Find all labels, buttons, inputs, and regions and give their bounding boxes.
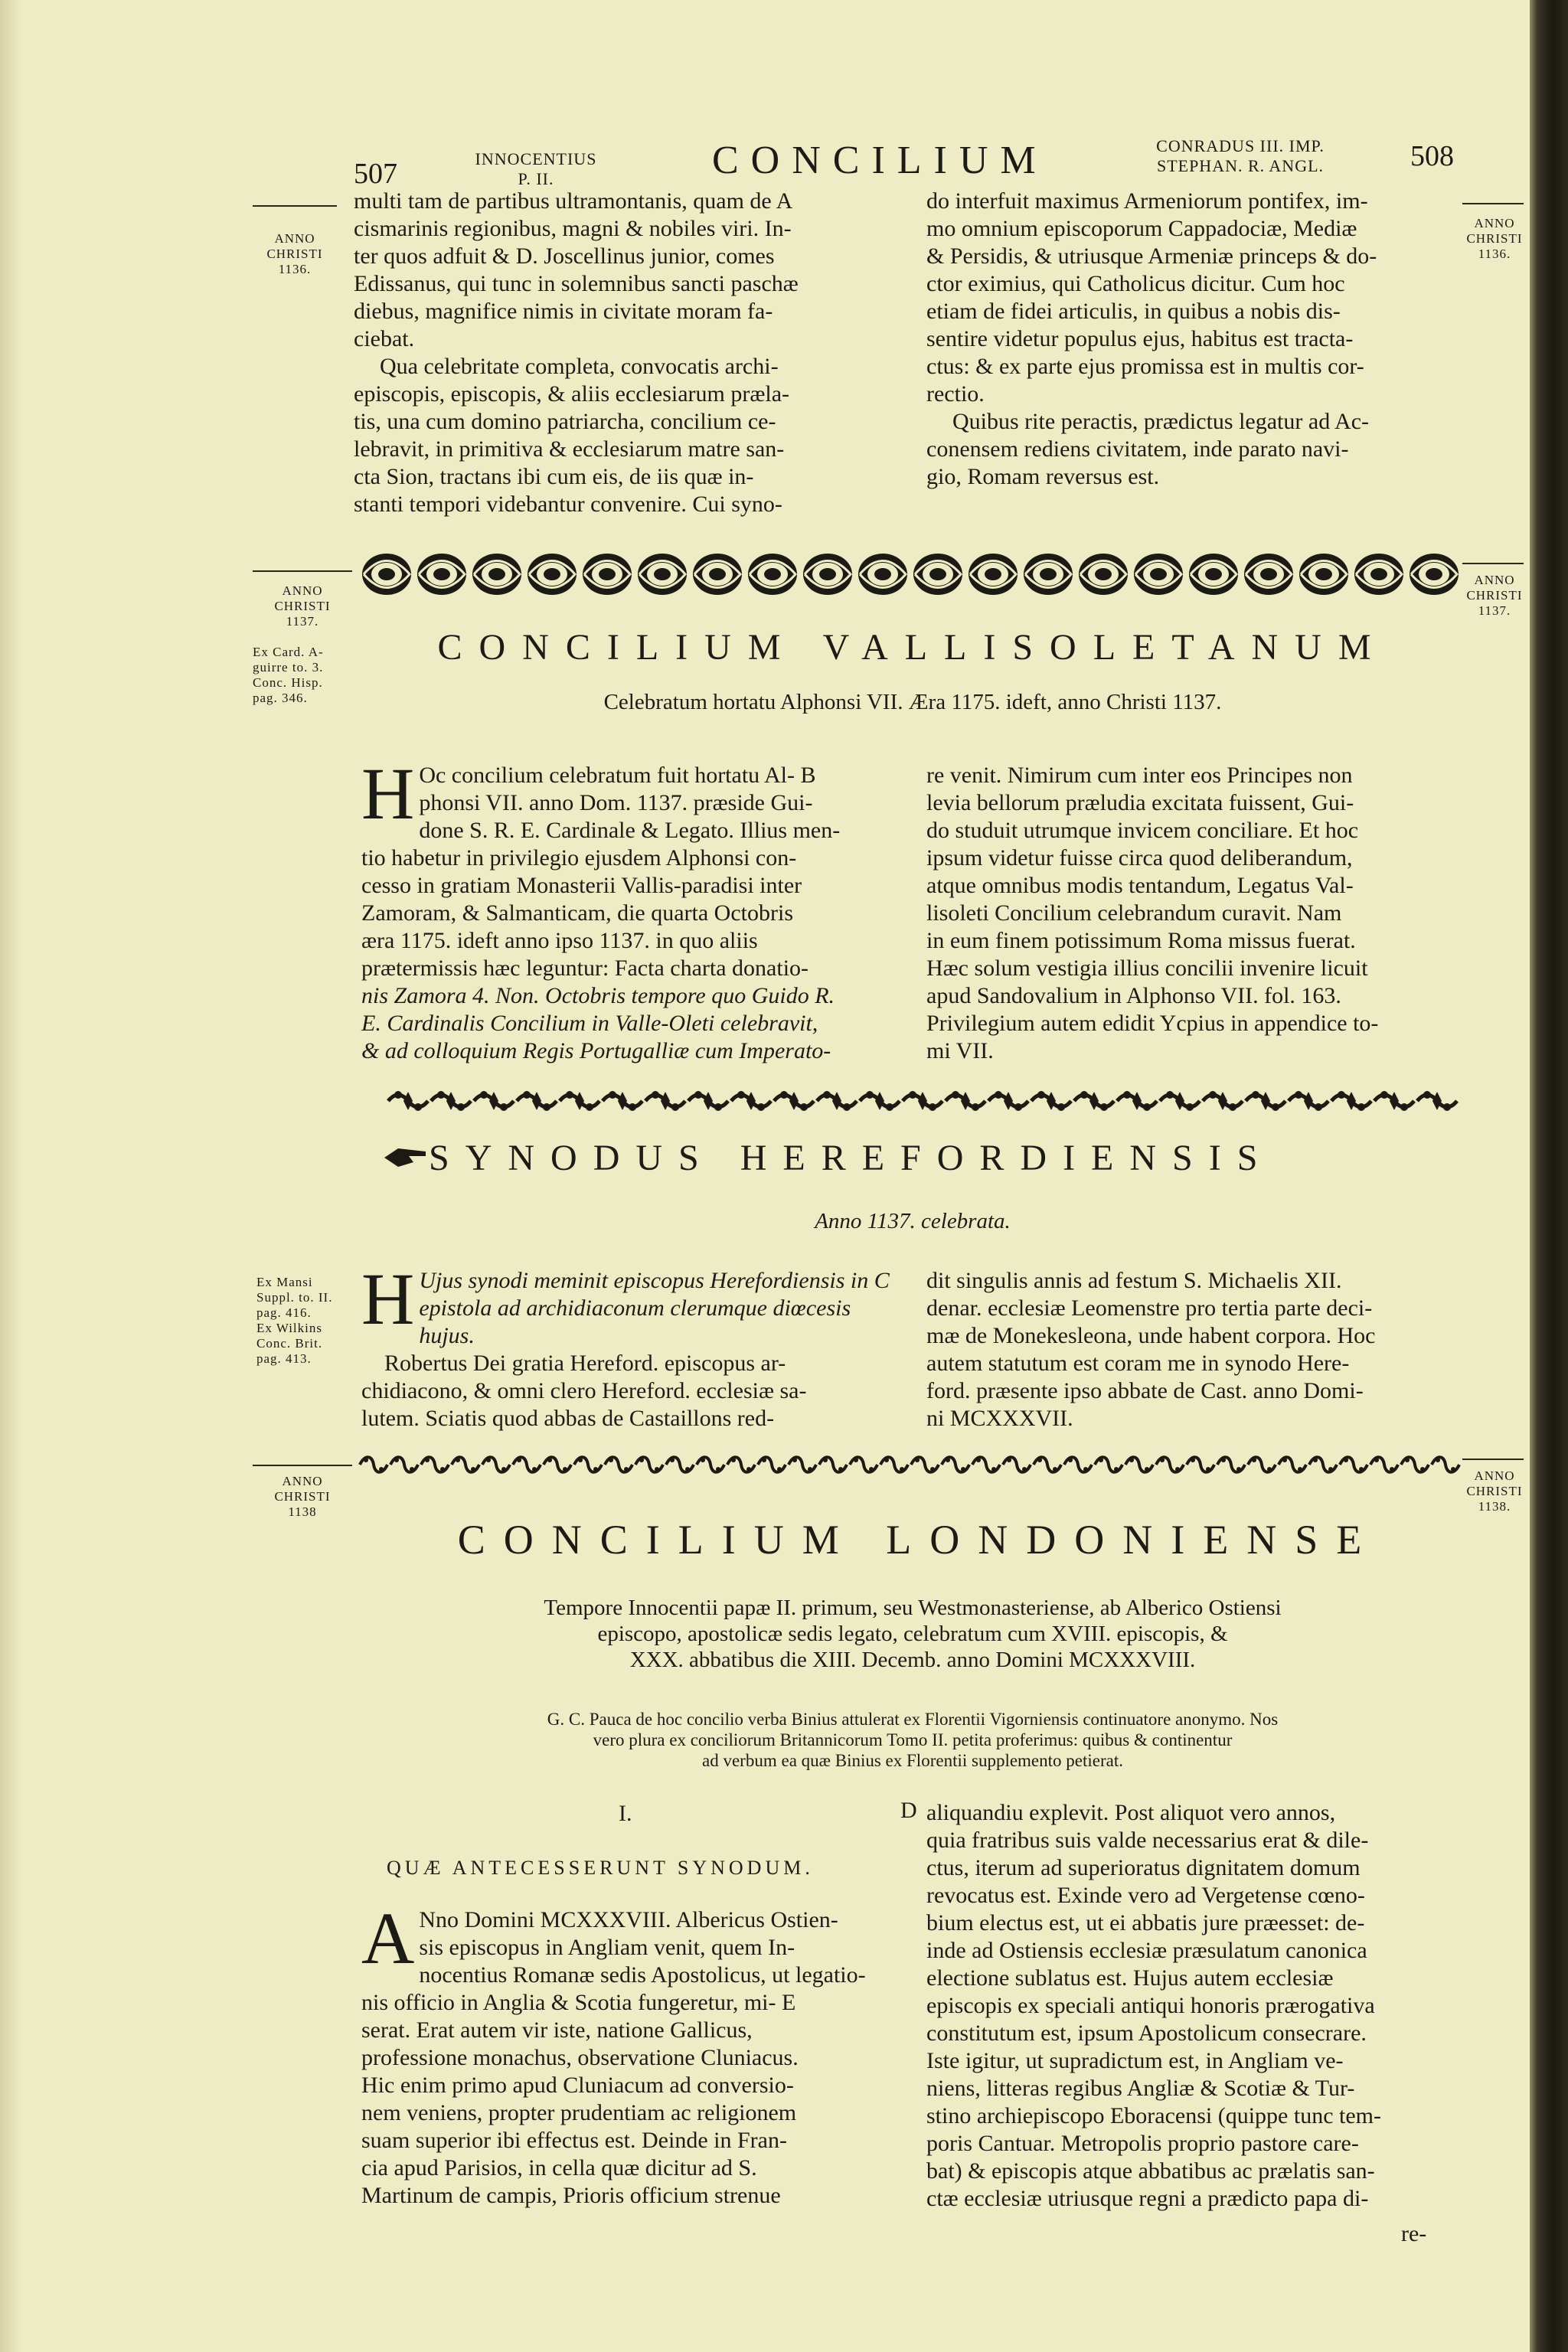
margin-anno: ANNO (1474, 573, 1515, 587)
text-line: nis officio in Anglia & Scotia fungeretur, mi- E (361, 1990, 796, 2015)
text-line: sentire videtur populus ejus, habitus est tracta- (926, 326, 1354, 351)
margin-year-left-2 (253, 583, 352, 629)
drop-cap: A (361, 1897, 415, 1979)
section2-subtitle: Celebratum hortatu Alphonsi VII. Æra 1175. ideft, anno Christi 1137. (603, 690, 1222, 714)
note-line: vero plura ex conciliorum Britannicorum Tomo II. petita proferimus: quibus & continentur (593, 1730, 1233, 1749)
margin-christi: CHRISTI (1466, 231, 1523, 246)
text-line: E. Cardinalis Concilium in Valle-Oleti celebravit, (361, 1011, 818, 1036)
section3-left-column (361, 1258, 919, 1432)
section2-right-column (926, 762, 1462, 1065)
margin-year-left-4 (253, 1474, 352, 1520)
text-line: ctus: & ex parte ejus promissa est in multis cor- (926, 354, 1364, 379)
margin-christi: CHRISTI (274, 1489, 331, 1504)
text-line: ni MCXXXVII. (926, 1406, 1073, 1431)
text-line: Hæc solum vestigia illius concilii invenire licuit (926, 956, 1368, 981)
section-heading: QUÆ ANTECESSERUNT SYNODUM. (387, 1857, 814, 1879)
section4-right-column (926, 1799, 1462, 2213)
text-line: cta Sion, tractans ibi cum eis, de iis quæ in- (354, 464, 754, 489)
header-pope-name: INNOCENTIUS (475, 149, 597, 168)
text-line: denar. ecclesiæ Leomenstre pro tertia parte deci- (926, 1295, 1373, 1321)
note-line: ad verbum ea quæ Binius ex Florentii supplemento petierat. (702, 1751, 1123, 1770)
text-line: episcopis ex speciali antiqui honoris prærogativa (926, 1993, 1375, 2018)
text-line: Hic enim primo apud Cluniacum ad conversio- (361, 2073, 794, 2098)
margin-rule-left-3 (253, 1465, 352, 1466)
text-line: serat. Erat autem vir iste, natione Gallicus, (361, 2017, 753, 2043)
text-line: Ujus synodi meminit episcopus Herefordiensis in C (419, 1268, 890, 1293)
text-line: Martinum de campis, Prioris officium strenue (361, 2183, 781, 2208)
column-letter-d: D (900, 1798, 917, 1823)
page-number-right: 508 (1410, 140, 1454, 172)
text-line: ciebat. (354, 326, 415, 351)
text-line: æra 1175. ideft anno ipso 1137. in quo aliis (361, 928, 758, 953)
margin-year-left-1 (253, 231, 337, 277)
text-line: prætermissis hæc leguntur: Facta charta donatio- (361, 956, 809, 981)
text-line: epistola ad archidiaconum clerumque diœcesis (419, 1295, 851, 1321)
text-line: levia bellorum præludia excitata fuissent, Gui- (926, 790, 1354, 815)
section-numeral: I. (619, 1801, 632, 1826)
header-pope (475, 149, 597, 189)
text-line: chidiacono, & omni clero Hereford. ecclesiæ sa- (361, 1378, 807, 1403)
margin-ref-mansi: Ex Mansi Suppl. to. II. pag. 416. Ex Wilkins Conc. Brit. pag. 413. (256, 1275, 333, 1366)
margin-anno: ANNO (1474, 1468, 1515, 1483)
text-line: mi VII. (926, 1038, 994, 1063)
text-line: Iste igitur, ut supradictum est, in Angliam ve- (926, 2048, 1344, 2073)
text-line: electione sublatus est. Hujus autem ecclesiæ (926, 1965, 1334, 1991)
section3-subtitle: Anno 1137. celebrata. (815, 1209, 1011, 1233)
drop-cap: H (361, 753, 415, 835)
text-line: ford. præsente ipso abbate de Cast. anno Domi- (926, 1378, 1364, 1403)
header-right (1133, 136, 1348, 176)
text-line: nocentius Romanæ sedis Apostolicus, ut legatio- (419, 1962, 866, 1988)
margin-christi: CHRISTI (1466, 1484, 1523, 1498)
margin-year-right-1 (1464, 216, 1525, 262)
text-line: in eum finem potissimum Roma missus fuerat. (926, 928, 1356, 953)
scroll-band-icon (358, 1453, 1462, 1476)
margin-year: 1138 (288, 1504, 317, 1519)
text-line: lutem. Sciatis quod abbas de Castaillons red- (361, 1406, 775, 1431)
text-line: Privilegium autem edidit Ycpius in appendice to- (926, 1011, 1379, 1036)
margin-year-right-4 (1464, 1468, 1525, 1514)
text-line: tis, una cum domino patriarcha, concilium ce- (354, 409, 776, 434)
margin-year: 1137. (1478, 603, 1511, 618)
ornament-band-1 (360, 547, 1462, 601)
text-line: ctæ ecclesiæ utriusque regni a prædicto papa di- (926, 2186, 1369, 2211)
section2-title: CONCILIUM VALLISOLETANUM (437, 627, 1388, 668)
text-line: bium electus est, ut ei abbatis jure præesset: de- (926, 1910, 1365, 1936)
text-line: dit singulis annis ad festum S. Michaelis XII. (926, 1268, 1342, 1293)
section1-left-column (354, 188, 920, 518)
text-line: Qua celebritate completa, convocatis archi- (380, 354, 779, 379)
text-line: ctus, iterum ad superioratus dignitatem domum (926, 1855, 1361, 1880)
text-line: mo omnium episcoporum Cappadociæ, Mediæ (926, 216, 1357, 241)
text-line: poris Cantuar. Metropolis proprio pastore care- (926, 2131, 1359, 2156)
text-line: apud Sandovalium in Alphonso VII. fol. 163. (926, 983, 1341, 1008)
page-number-left: 507 (354, 158, 397, 190)
header-right-top: CONRADUS III. IMP. (1156, 136, 1325, 155)
text-line: professione monachus, observatione Cluniacus. (361, 2045, 799, 2070)
fleuron-band-icon (360, 547, 1462, 601)
text-line: Zamoram, & Salmanticam, die quarta Octobris (361, 900, 793, 926)
drop-cap: H (361, 1258, 415, 1340)
text-line: stanti tempori videbantur convenire. Cui syno- (354, 492, 782, 517)
margin-ref-aguirre: Ex Card. A- guirre to. 3. Conc. Hisp. pag. 346. (253, 645, 324, 705)
text-line: cia apud Parisios, in cella quæ dicitur ad S. (361, 2155, 757, 2180)
margin-rule-right-2 (1462, 563, 1524, 564)
text-line: cismarinis regionibus, magni & nobiles viri. In- (354, 216, 792, 241)
text-line: autem statutum est coram me in synodo Here- (926, 1351, 1350, 1376)
vine-band-icon (387, 1086, 1462, 1116)
margin-rule-left-2 (253, 570, 352, 572)
text-line: do studuit utrumque invicem conciliare. Et hoc (926, 818, 1359, 843)
margin-rule-right-3 (1462, 1459, 1524, 1460)
section4-left-column (361, 1897, 919, 2210)
margin-anno: ANNO (1474, 216, 1515, 230)
subtitle-line: Tempore Innocentii papæ II. primum, seu Westmonasteriense, ab Alberico Ostiensi (544, 1596, 1282, 1620)
subtitle-line: episcopo, apostolicæ sedis legato, celebratum cum XVIII. episcopis, & (597, 1622, 1228, 1646)
section4-title: CONCILIUM LONDONIENSE (457, 1517, 1380, 1563)
ornament-band-3 (358, 1453, 1462, 1476)
text-line: conensem rediens civitatem, inde parato navi- (926, 436, 1349, 462)
editor-note (354, 1709, 1472, 1771)
text-line: suam superior ibi effectus est. Deinde in Fran- (361, 2128, 787, 2153)
text-line: Quibus rite peractis, prædictus legatur ad Ac- (952, 409, 1370, 434)
section4-subtitle (354, 1595, 1472, 1673)
text-line: rectio. (926, 381, 985, 407)
margin-year: 1136. (1478, 247, 1511, 261)
section1-right-column (926, 188, 1462, 491)
text-line: lisoleti Concilium celebrandum curavit. Nam (926, 900, 1342, 926)
text-line: hujus. (419, 1323, 475, 1348)
margin-rule-right-1 (1462, 203, 1524, 204)
text-line: bat) & episcopis atque abbatibus ac prælatis san- (926, 2158, 1375, 2184)
running-title: CONCILIUM (712, 139, 1048, 182)
section2-left-column (361, 753, 919, 1065)
text-line: & Persidis, & utriusque Armeniæ princeps & do- (926, 243, 1377, 269)
margin-anno: ANNO (274, 231, 315, 246)
text-line: niens, litteras regibus Angliæ & Scotiæ & Tur- (926, 2076, 1355, 2101)
text-line: cesso in gratiam Monasterii Vallis-paradisi inter (361, 873, 802, 898)
text-line: constitutum est, ipsum Apostolicum consecrare. (926, 2020, 1367, 2046)
margin-christi: CHRISTI (266, 247, 323, 261)
text-line: lebravit, in primitiva & ecclesiarum matre san- (354, 436, 785, 462)
ornament-band-2 (387, 1086, 1462, 1116)
text-line: ipsum videtur fuisse circa quod deliberandum, (926, 845, 1353, 871)
text-line: Robertus Dei gratia Hereford. episcopus ar- (384, 1351, 786, 1376)
header-pope-sub: P. II. (518, 169, 554, 188)
text-line: mæ de Monekesleona, unde habent corpora. Hoc (926, 1323, 1376, 1348)
margin-year: 1136. (278, 262, 312, 276)
text-line: tio habetur in privilegio ejusdem Alphonsi con- (361, 845, 797, 871)
text-line: stino archiepiscopo Eboracensi (quippe tunc tem- (926, 2103, 1381, 2128)
catchword: re- (1401, 2221, 1427, 2246)
text-line: diebus, magnifice nimis in civitate moram fa- (354, 299, 773, 324)
text-line: Nno Domini MCXXXVIII. Albericus Ostien- (419, 1907, 838, 1932)
subtitle-line: XXX. abbatibus die XIII. Decemb. anno Domini MCXXXVIII. (629, 1648, 1196, 1672)
text-line: nem veniens, propter prudentiam ac religionem (361, 2100, 797, 2125)
text-line: gio, Romam reversus est. (926, 464, 1160, 489)
text-line: atque omnibus modis tentandum, Legatus Val- (926, 873, 1354, 898)
binding-shadow (0, 0, 21, 2352)
text-line: nis Zamora 4. Non. Octobris tempore quo Guido R. (361, 983, 835, 1008)
text-line: re venit. Nimirum cum inter eos Principes non (926, 763, 1353, 788)
text-line: quia fratribus suis valde necessarius erat & dile- (926, 1828, 1369, 1853)
margin-rule-left-1 (253, 205, 337, 207)
note-line: G. C. Pauca de hoc concilio verba Binius attulerat ex Florentii Vigorniensis continuatore anonymo. Nos (547, 1710, 1279, 1729)
text-line: ter quos adfuit & D. Joscellinus junior, comes (354, 243, 775, 269)
margin-christi: CHRISTI (1466, 588, 1523, 603)
section3-title: SYNODUS HEREFORDIENSIS (429, 1138, 1274, 1178)
text-line: & ad colloquium Regis Portugalliæ cum Imperato- (361, 1038, 831, 1063)
text-line: aliquandiu explevit. Post aliquot vero annos, (926, 1800, 1336, 1825)
pointing-hand-icon (383, 1142, 429, 1173)
book-edge (1530, 0, 1568, 2352)
text-line: etiam de fidei articulis, in quibus a nobis dis- (926, 299, 1341, 324)
text-line: phonsi VII. anno Dom. 1137. præside Gui- (419, 790, 813, 815)
text-line: done S. R. E. Cardinale & Legato. Illius men- (419, 818, 841, 843)
margin-year-right-2 (1464, 573, 1525, 619)
margin-christi: CHRISTI (274, 599, 331, 613)
text-line: do interfuit maximus Armeniorum pontifex, im- (926, 188, 1368, 214)
text-line: Edissanus, qui tunc in solemnibus sancti paschæ (354, 271, 799, 296)
section3-right-column (926, 1267, 1462, 1432)
text-line: revocatus est. Exinde vero ad Vergetense cœno- (926, 1883, 1365, 1908)
text-line: episcopis, episcopis, & aliis ecclesiarum præla- (354, 381, 790, 407)
text-line: ctor eximius, qui Catholicus dicitur. Cum hoc (926, 271, 1345, 296)
header-right-bottom: STEPHAN. R. ANGL. (1156, 156, 1325, 175)
margin-year: 1137. (286, 614, 319, 629)
text-line: sis episcopus in Angliam venit, quem In- (419, 1935, 795, 1960)
margin-year: 1138. (1478, 1499, 1511, 1514)
text-line: inde ad Ostiensis ecclesiæ præsulatum canonica (926, 1938, 1367, 1963)
margin-anno: ANNO (282, 1474, 323, 1488)
text-line: multi tam de partibus ultramontanis, quam de A (354, 188, 793, 214)
text-line: Oc concilium celebratum fuit hortatu Al- B (419, 763, 816, 788)
margin-anno: ANNO (282, 583, 323, 598)
